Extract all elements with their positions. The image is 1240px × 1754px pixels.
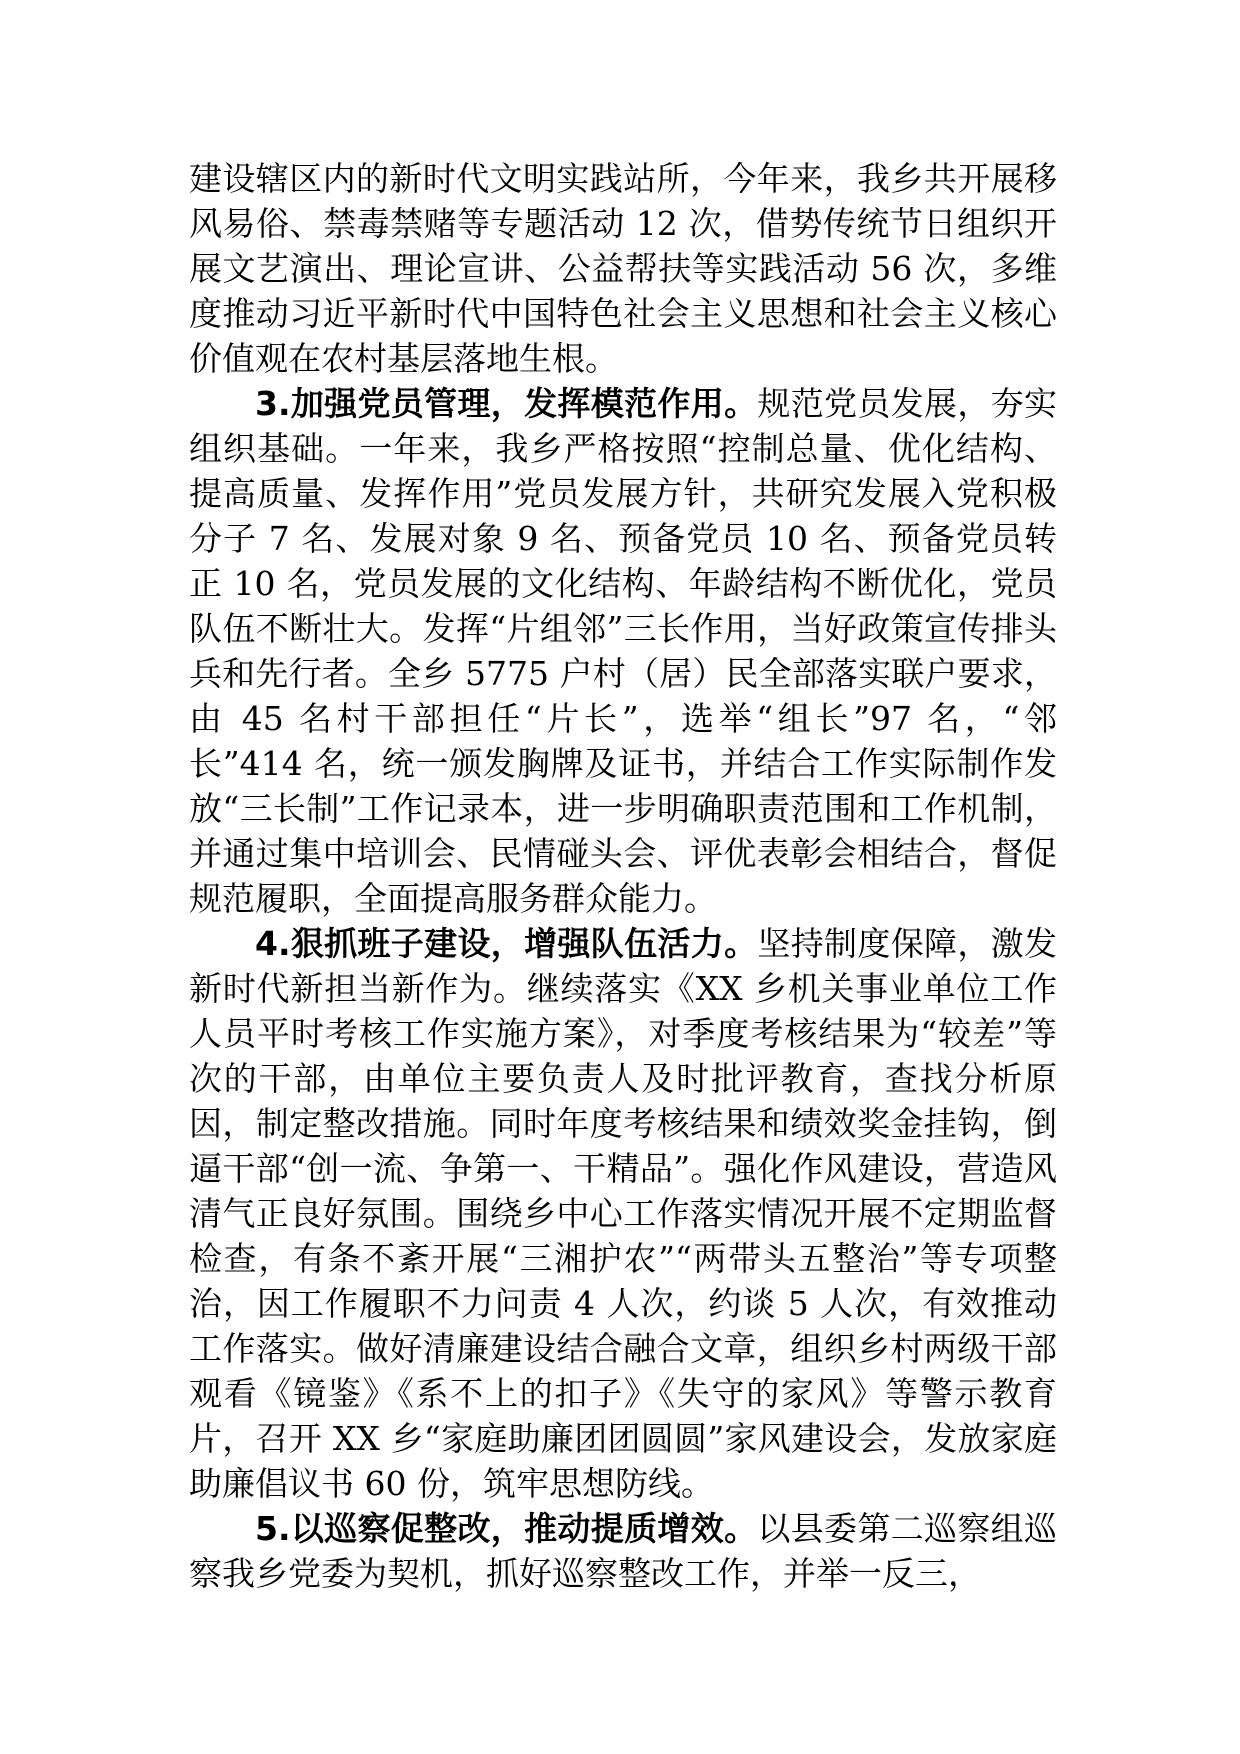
paragraph-3 <box>189 921 1057 1506</box>
paragraph-2-body: 规范党员发展，夯实组织基础。一年来，我乡严格按照“控制总量、优化结构、提高质量、发挥作用”党员发展方针，共研究发展入党积极分子 7 名、发展对象 9 名、预备党员 10 名、预备党员转正 10 名，党员发展的文化结构、年龄结构不断优化，党员队伍不断壮大。发挥“片组邻”三长作用，当好政策宣传排头兵和先行者。全乡 5775 户村（居）民全部落实联户要求，由 45 名村干部担任“片长”，选举“组长”97 名，“邻长”414 名，统一颁发胸牌及证书，并结合工作实际制作发放“三长制”工作记录本，进一步明确职责范围和工作机制，并通过集中培训会、民情碰头会、评优表彰会相结合，督促规范履职，全面提高服务群众能力。 <box>189 384 1057 918</box>
paragraph-4-body: 以县委第二巡察组巡察我乡党委为契机，抓好巡察整改工作，并举一反三， <box>189 1509 1057 1593</box>
section-heading-3: 3.加强党员管理，发挥模范作用。 <box>255 384 758 423</box>
section-heading-4: 4.狠抓班子建设，增强队伍活力。 <box>255 924 758 963</box>
paragraph-1 <box>189 156 1057 381</box>
paragraph-2 <box>189 381 1057 921</box>
section-heading-5: 5.以巡察促整改，推动提质增效。 <box>255 1509 758 1548</box>
paragraph-3-body: 坚持制度保障，激发新时代新担当新作为。继续落实《XX 乡机关事业单位工作人员平时考核工作实施方案》，对季度考核结果为“较差”等次的干部，由单位主要负责人及时批评教育，查找分析原因，制定整改措施。同时年度考核结果和绩效奖金挂钩，倒逼干部“创一流、争第一、干精品”。强化作风建设，营造风清气正良好氛围。围绕乡中心工作落实情况开展不定期监督检查，有条不紊开展“三湘护农”“两带头五整治”等专项整治，因工作履职不力问责 4 人次，约谈 5 人次，有效推动工作落实。做好清廉建设结合融合文章，组织乡村两级干部观看《镜鉴》《系不上的扣子》《失守的家风》等警示教育片，召开 XX 乡“家庭助廉团团圆圆”家风建设会，发放家庭助廉倡议书 60 份，筑牢思想防线。 <box>189 924 1057 1503</box>
paragraph-4 <box>189 1506 1057 1596</box>
paragraph-1-body: 建设辖区内的新时代文明实践站所，今年来，我乡共开展移风易俗、禁毒禁赌等专题活动 12 次，借势传统节日组织开展文艺演出、理论宣讲、公益帮扶等实践活动 56 次，多维度推动习近平新时代中国特色社会主义思想和社会主义核心价值观在农村基层落地生根。 <box>189 159 1057 378</box>
document-page <box>189 156 1057 1596</box>
